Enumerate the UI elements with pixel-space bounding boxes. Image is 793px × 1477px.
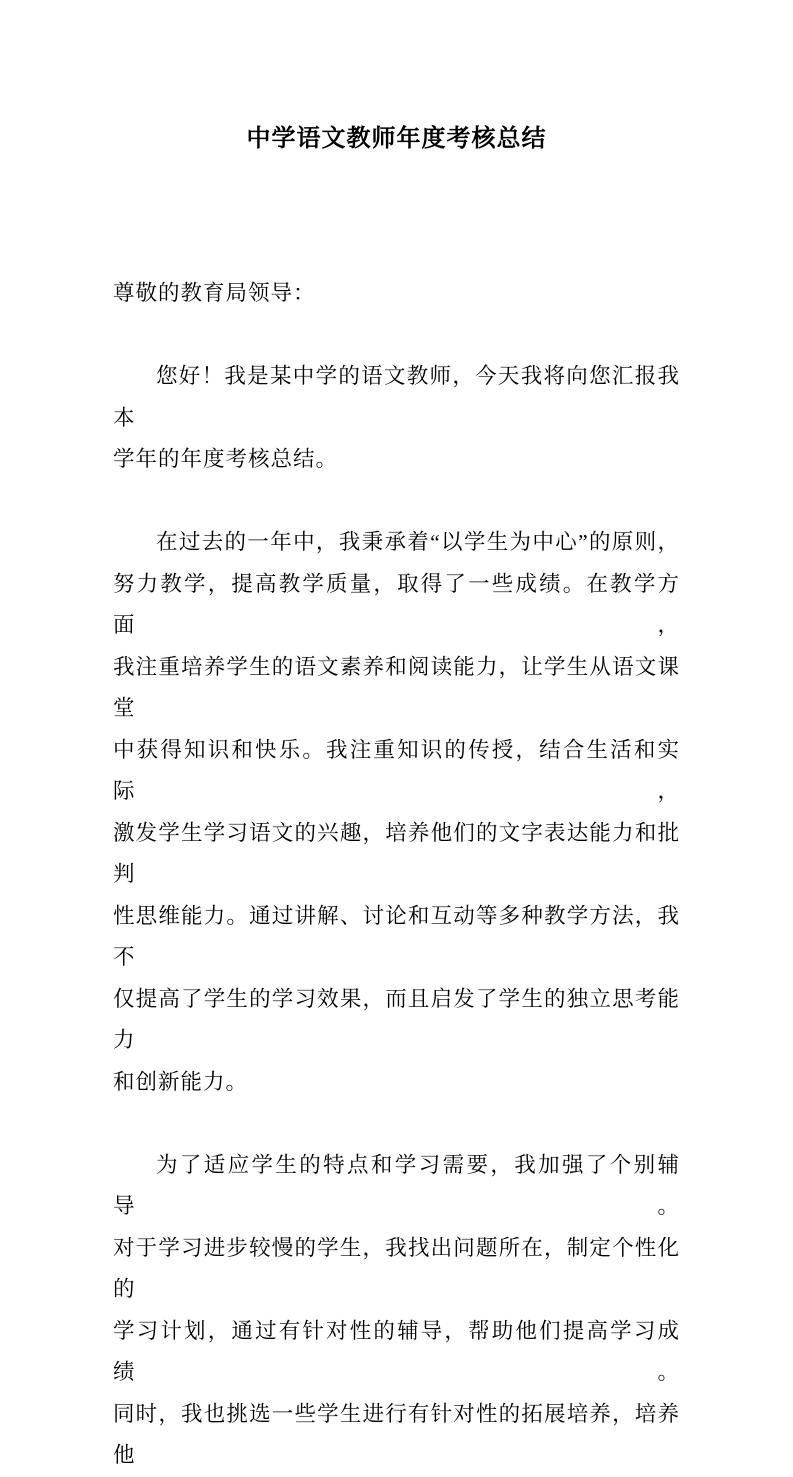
text-line: 同时，我也挑选一些学生进行有针对性的拓展培养，培养他 (113, 1401, 680, 1467)
text-line: 在过去的一年中，我秉承着“以学生为中心”的原则， (156, 530, 680, 554)
document-title: 中学语文教师年度考核总结 (246, 126, 547, 152)
paragraph-2 (113, 522, 680, 1103)
text-line: 努力教学，提高教学质量，取得了一些成绩。在教学方面， (113, 571, 680, 637)
text-line: 您好！我是某中学的语文教师，今天我将向您汇报我本 (113, 364, 680, 430)
salutation-line: 尊敬的教育局领导： (113, 281, 316, 305)
paragraph-1 (113, 356, 680, 481)
text-line: 我注重培养学生的语文素养和阅读能力，让学生从语文课堂 (113, 654, 680, 720)
paragraph-3 (113, 1145, 680, 1477)
text-line: 学年的年度考核总结。 (113, 447, 339, 471)
text-line: 和创新能力。 (113, 1069, 249, 1094)
text-line: 性思维能力。通过讲解、讨论和互动等多种教学方法，我不 (113, 903, 680, 969)
text-line: 仅提高了学生的学习效果，而且启发了学生的独立思考能力 (113, 986, 680, 1052)
text-line: 激发学生学习语文的兴趣，培养他们的文字表达能力和批判 (113, 820, 680, 886)
text-line: 中获得知识和快乐。我注重知识的传授，结合生活和实际， (113, 737, 680, 803)
text-line: 对于学习进步较慢的学生，我找出问题所在，制定个性化的 (113, 1235, 680, 1301)
text-line: 学习计划，通过有针对性的辅导，帮助他们提高学习成绩。 (113, 1318, 680, 1384)
text-line: 为了适应学生的特点和学习需要，我加强了个别辅导。 (113, 1152, 680, 1218)
